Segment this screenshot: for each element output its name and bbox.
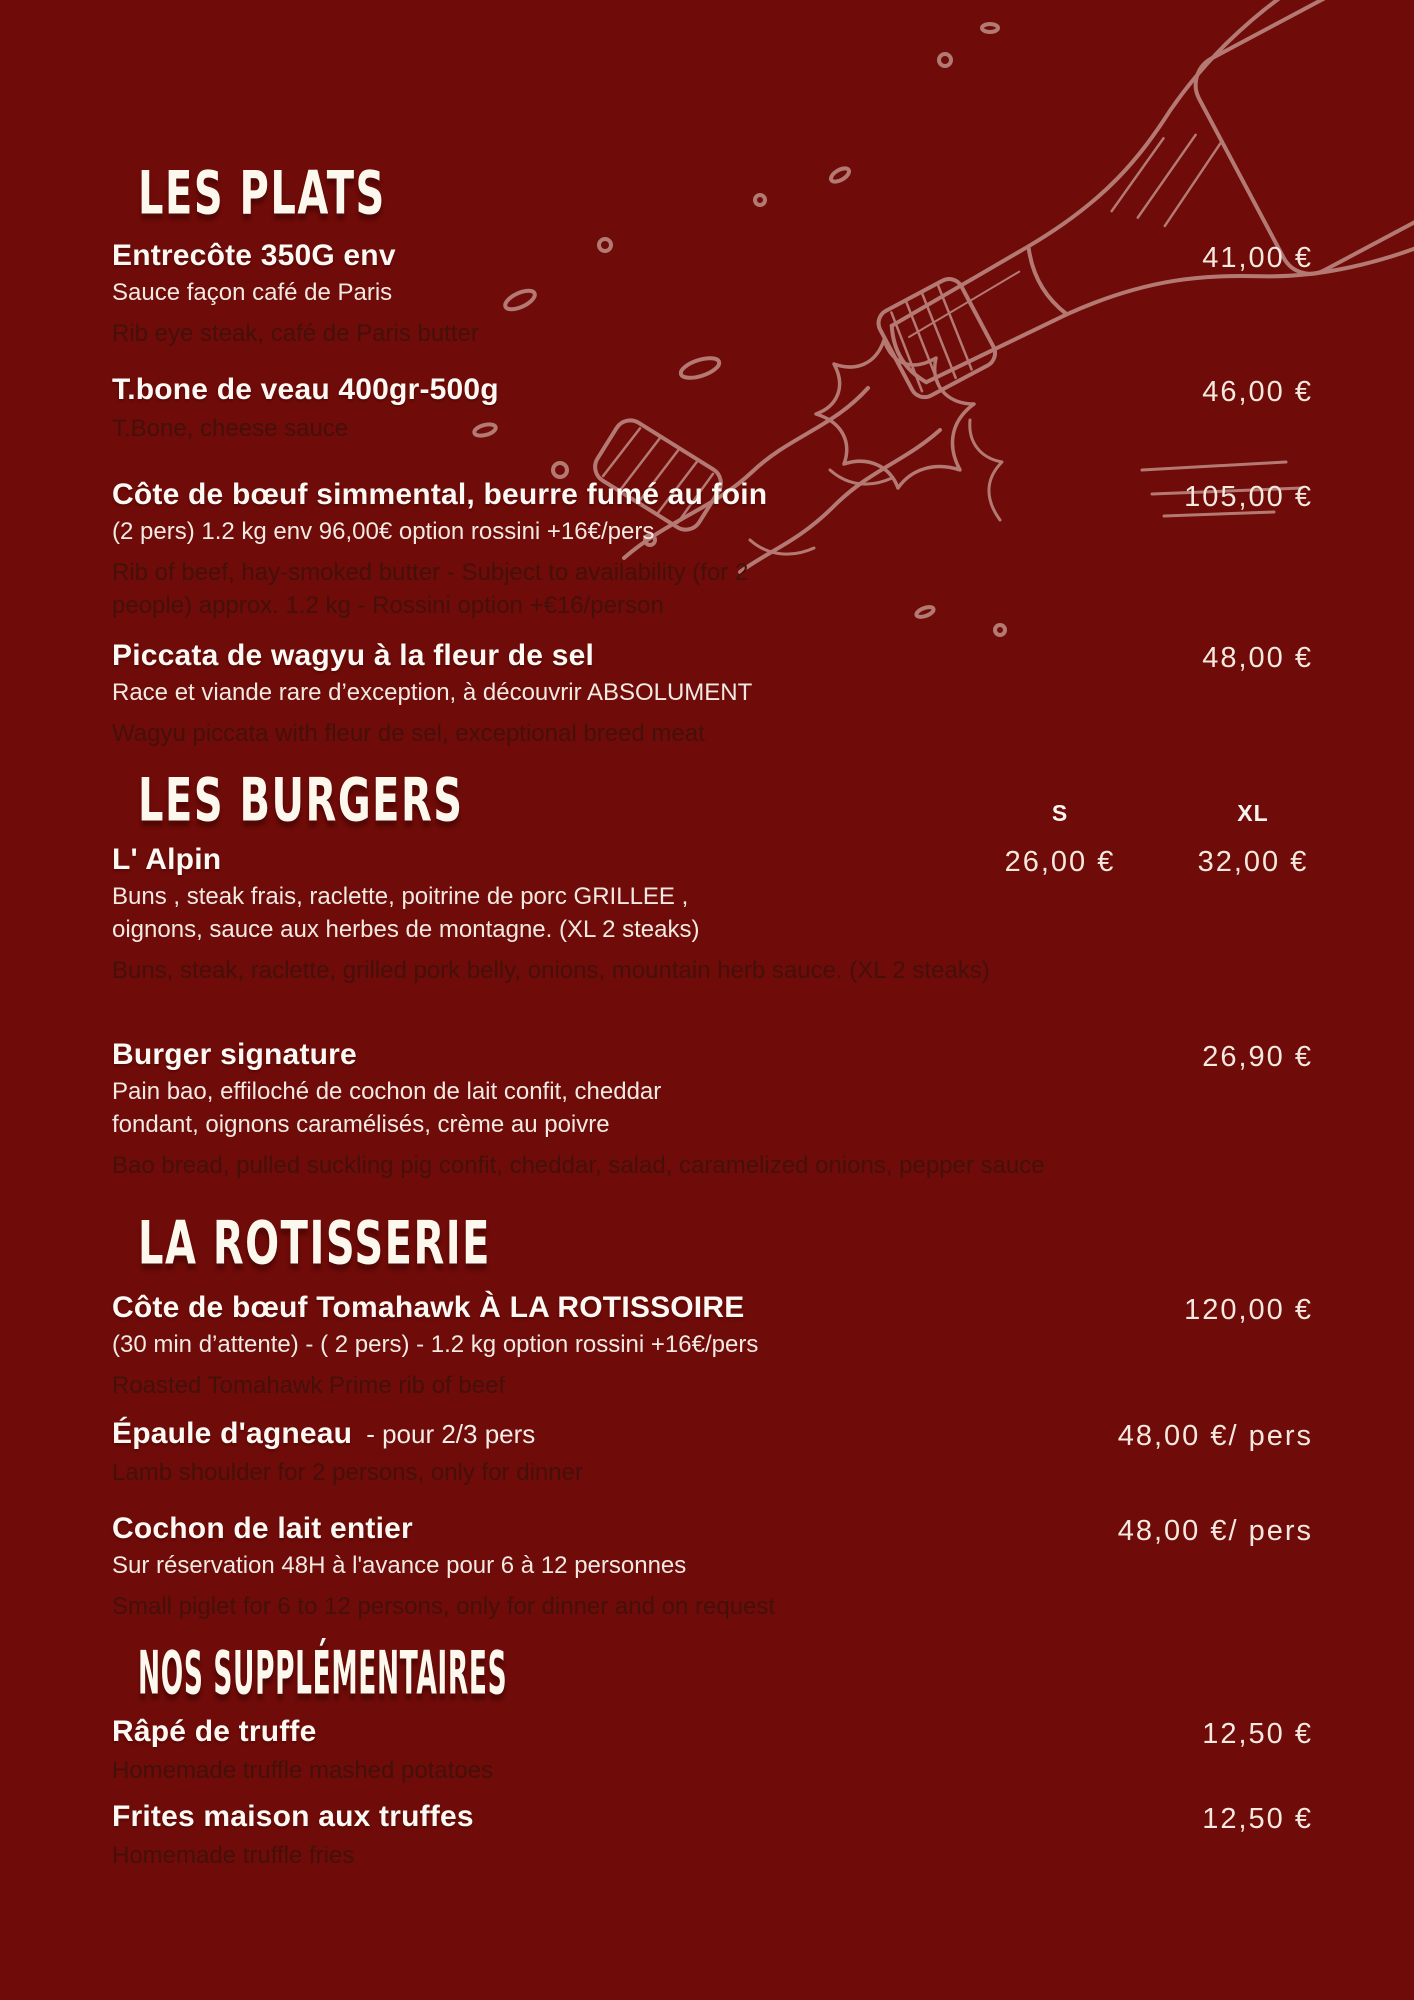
item-name-suffix: - pour 2/3 pers [366, 1419, 536, 1449]
item-name: Frites maison aux truffes [112, 1800, 474, 1833]
item-desc-en: Roasted Tomahawk Prime rib of beef [112, 1372, 506, 1399]
section-heading [112, 1639, 1313, 1709]
section-title: LES BURGERS [138, 766, 464, 836]
item-desc-fr: Race et viande rare d’exception, à découvrir ABSOLUMENT [112, 679, 753, 706]
item-desc-fr: (2 pers) 1.2 kg env 96,00€ option rossini +16€/pers [112, 518, 655, 545]
menu-item [112, 1511, 1313, 1623]
item-name: Piccata de wagyu à la fleur de sel [112, 639, 595, 672]
item-title [112, 1799, 1313, 1835]
item-desc-en: T.Bone, cheese sauce [112, 415, 349, 442]
menu-item [112, 477, 1313, 622]
item-desc-fr: oignons, sauce aux herbes de montagne. (XL 2 steaks) [112, 916, 700, 943]
item-title [112, 477, 1313, 513]
menu-item [112, 1416, 1313, 1489]
item-desc-fr: fondant, oignons caramélisés, crème au poivre [112, 1111, 610, 1138]
menu-section [112, 766, 1313, 1182]
menu-item [112, 1714, 1313, 1787]
item-desc-en: Buns, steak, raclette, grilled pork belly, onions, mountain herb sauce. (XL 2 steaks) [112, 957, 990, 984]
item-desc-en: Rib eye steak, café de Paris butter [112, 320, 479, 347]
size-col-xl-label: XL [1237, 800, 1269, 826]
item-title [112, 638, 1313, 674]
section-heading [112, 1209, 1313, 1279]
section-title: LES PLATS [138, 159, 386, 229]
section-items [112, 842, 1313, 1182]
menu-item [112, 638, 1313, 750]
item-title [112, 372, 1313, 408]
item-name: Râpé de truffe [112, 1715, 317, 1748]
item-desc-fr: Pain bao, effiloché de cochon de lait confit, cheddar [112, 1078, 662, 1105]
item-price-xl: 32,00 € [1197, 846, 1309, 878]
menu-item [112, 842, 1313, 987]
section-items [112, 238, 1313, 750]
item-price: 48,00 €/ pers [1117, 1515, 1313, 1547]
item-name: Côte de bœuf Tomahawk À LA ROTISSOIRE [112, 1291, 745, 1324]
item-name: L' Alpin [112, 843, 222, 876]
menu-item [112, 1799, 1313, 1872]
item-name: Cochon de lait entier [112, 1512, 413, 1545]
item-title [112, 1290, 1313, 1326]
item-desc-fr: Sur réservation 48H à l'avance pour 6 à 12 personnes [112, 1552, 687, 1579]
item-price: 26,90 € [1202, 1041, 1313, 1073]
section-items [112, 1714, 1313, 1872]
item-desc-en: Small piglet for 6 to 12 persons, only for dinner and on request [112, 1593, 776, 1620]
item-price: 12,50 € [1202, 1803, 1313, 1835]
item-price-s: 26,00 € [1004, 846, 1116, 878]
item-price: 48,00 € [1202, 642, 1313, 674]
section-title: NOS SUPPLÉMENTAIRES [138, 1639, 508, 1709]
item-price: 46,00 € [1202, 376, 1313, 408]
size-col-s-label: S [1051, 800, 1069, 826]
item-price: 41,00 € [1202, 242, 1313, 274]
menu-section [112, 1639, 1313, 1872]
item-desc-fr: (30 min d’attente) - ( 2 pers) - 1.2 kg option rossini +16€/pers [112, 1331, 759, 1358]
menu-item [112, 1290, 1313, 1402]
item-name: Épaule d'agneau [112, 1417, 353, 1450]
menu-section [112, 1209, 1313, 1623]
item-price: 120,00 € [1184, 1294, 1313, 1326]
item-name: Entrecôte 350G env [112, 239, 396, 272]
item-title [112, 238, 1313, 274]
item-desc-en: Wagyu piccata with fleur de sel, exceptional breed meat [112, 720, 705, 747]
menu-item [112, 372, 1313, 445]
item-desc-en: Homemade truffle fries [112, 1842, 355, 1869]
item-desc-en: Rib of beef, hay-smoked butter - Subject to availability (for 2 [112, 559, 749, 586]
item-desc-en: Homemade truffle mashed potatoes [112, 1757, 494, 1784]
item-price: 12,50 € [1202, 1718, 1313, 1750]
section-items [112, 1290, 1313, 1623]
item-name: Côte de bœuf simmental, beurre fumé au foin [112, 478, 768, 511]
section-title: LA ROTISSERIE [138, 1209, 491, 1279]
item-name: Burger signature [112, 1038, 357, 1071]
item-title [112, 1037, 1313, 1073]
item-price: 105,00 € [1184, 481, 1313, 513]
item-desc-en: Bao bread, pulled suckling pig confit, cheddar, salad, caramelized onions, pepper sauce [112, 1152, 1045, 1179]
item-desc-fr: Sauce façon café de Paris [112, 279, 393, 306]
menu-section [112, 159, 1313, 750]
menu-item [112, 1037, 1313, 1182]
menu-item [112, 238, 1313, 350]
item-name: T.bone de veau 400gr-500g [112, 373, 499, 406]
section-heading [112, 159, 1313, 229]
item-title [112, 1714, 1313, 1750]
item-price: 48,00 €/ pers [1117, 1420, 1313, 1452]
item-desc-fr: Buns , steak frais, raclette, poitrine de porc GRILLEE , [112, 883, 689, 910]
item-desc-en: people) approx. 1.2 kg - Rossini option +€16/person [112, 592, 664, 619]
item-desc-en: Lamb shoulder for 2 persons, only for dinner [112, 1459, 583, 1486]
